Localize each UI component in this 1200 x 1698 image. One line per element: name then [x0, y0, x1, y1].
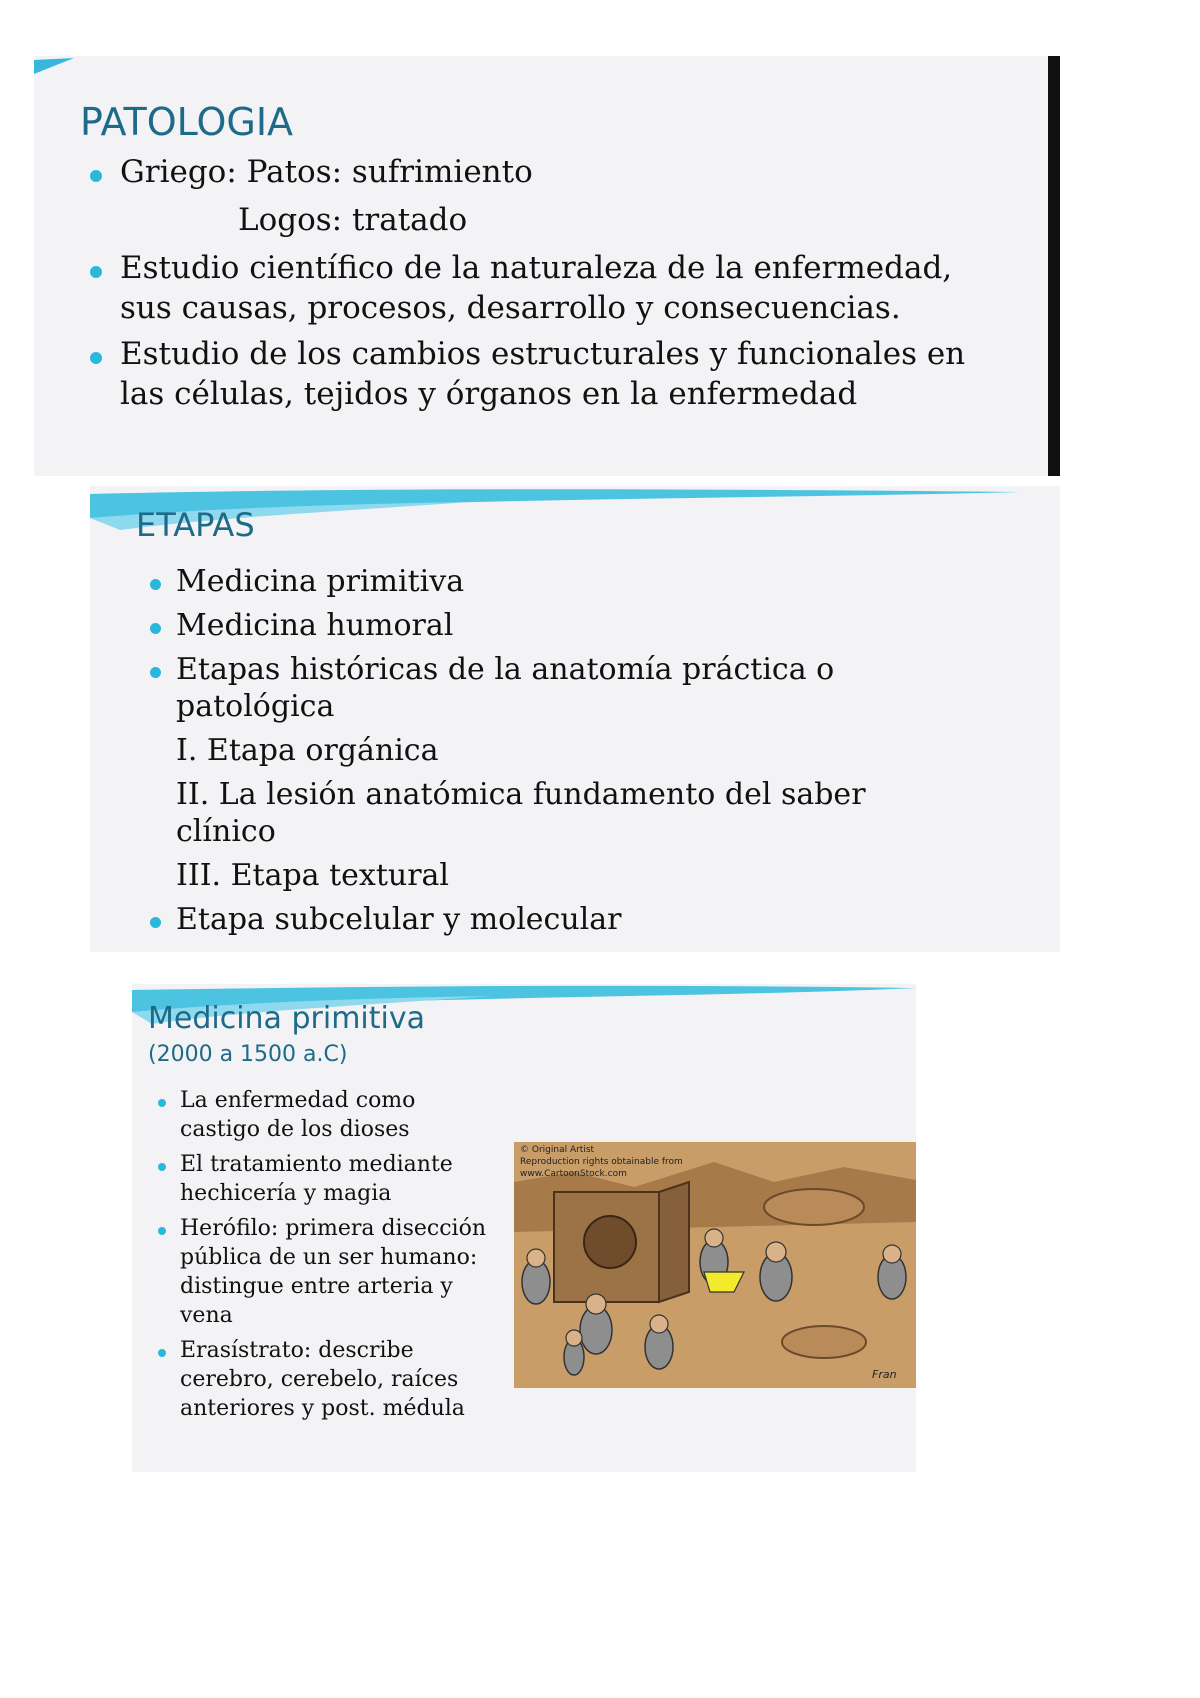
- bullet-continuation: cerebro, cerebelo, raíces: [180, 1367, 459, 1392]
- bullet-continuation: hechicería y magia: [180, 1181, 392, 1206]
- bullet-continuation: castigo de los dioses: [180, 1117, 410, 1142]
- bullet-text: La enfermedad como: [180, 1088, 416, 1113]
- bullet-text: Etapas históricas de la anatomía práctica o: [176, 652, 835, 687]
- slide-title: PATOLOGIA: [80, 100, 294, 144]
- bullet-continuation: patológica: [176, 689, 335, 724]
- black-edge-bar: [1048, 56, 1060, 476]
- bullet-dot: [158, 1227, 166, 1235]
- bullet-text: El tratamiento mediante: [180, 1152, 453, 1177]
- slide-title: ETAPAS: [136, 506, 255, 544]
- slide-title: Medicina primitiva: [148, 1001, 425, 1036]
- slide-decoration-swoosh: [34, 56, 94, 78]
- slide-patologia: [34, 56, 1060, 476]
- bullet-continuation: anteriores y post. médula: [180, 1396, 465, 1421]
- bullet-text: Estudio científico de la naturaleza de la enfermedad,: [120, 250, 953, 286]
- image-credit-line: www.CartoonStock.com: [520, 1169, 627, 1179]
- bullet-dot: [158, 1163, 166, 1171]
- sub-item-continuation: clínico: [176, 814, 276, 849]
- bullet-dot: [158, 1099, 166, 1107]
- bullet-continuation: las células, tejidos y órganos en la enfermedad: [120, 376, 858, 412]
- bullet-dot: [90, 170, 102, 182]
- bullet-continuation: sus causas, procesos, desarrollo y consecuencias.: [120, 290, 901, 326]
- bullet-text: Medicina humoral: [176, 608, 454, 643]
- bullet-dot: [90, 266, 102, 278]
- sub-item: I. Etapa orgánica: [176, 733, 439, 768]
- bullet-continuation: Logos: tratado: [238, 202, 468, 238]
- slide-etapas: [90, 486, 1060, 952]
- bullet-continuation: distingue entre arteria y: [180, 1274, 453, 1299]
- slide-medicina-primitiva: [132, 984, 916, 1472]
- sub-item: II. La lesión anatómica fundamento del saber: [176, 777, 866, 812]
- image-credit-line: Reproduction rights obtainable from: [520, 1157, 683, 1167]
- artist-signature: Fran: [872, 1368, 897, 1381]
- bullet-dot: [158, 1349, 166, 1357]
- bullet-text: Estudio de los cambios estructurales y funcionales en: [120, 336, 966, 372]
- bullet-text: Herófilo: primera disección: [180, 1216, 486, 1241]
- bullet-dot: [90, 352, 102, 364]
- bullet-text: Griego: Patos: sufrimiento: [120, 154, 533, 190]
- bullet-dot: [150, 579, 161, 590]
- cartoon-image: [514, 1142, 916, 1388]
- bullet-continuation: pública de un ser humano:: [180, 1245, 478, 1270]
- bullet-text: Etapa subcelular y molecular: [176, 902, 622, 937]
- bullet-text: Medicina primitiva: [176, 564, 465, 599]
- bullet-text: Erasístrato: describe: [180, 1338, 414, 1363]
- sub-item: III. Etapa textural: [176, 858, 450, 893]
- image-credit-line: © Original Artist: [520, 1145, 595, 1155]
- bullet-continuation: vena: [180, 1303, 233, 1328]
- bullet-dot: [150, 917, 161, 928]
- slide-subtitle: (2000 a 1500 a.C): [148, 1042, 348, 1067]
- bullet-dot: [150, 667, 161, 678]
- bullet-dot: [150, 623, 161, 634]
